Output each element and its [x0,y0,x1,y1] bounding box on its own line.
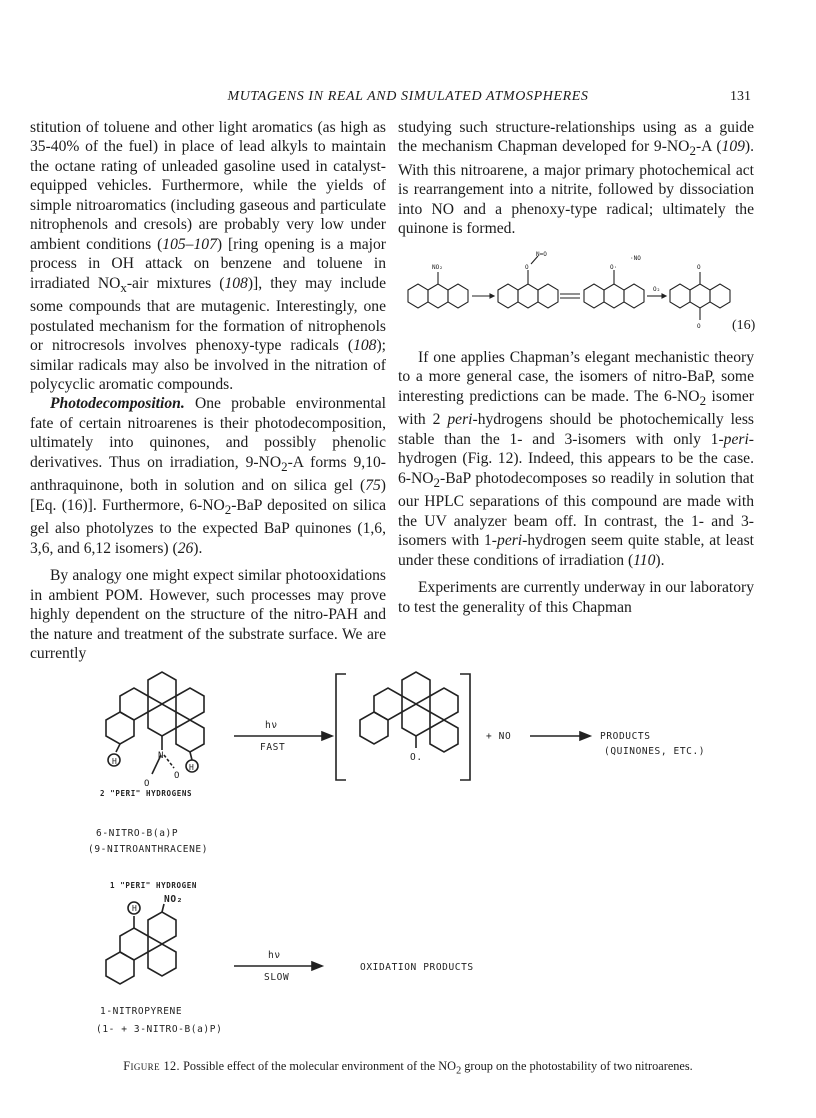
products-sub: (QUINONES, ETC.) [604,746,706,757]
paragraph-predictions: If one applies Chapman’s elegant mechanistic theory to a more general case, the isomers of nitro-BaP, some interesting predictions can be made. The $6-NO_2$ isomer with 2 peri-hydrogens should be photochemically less stable than the 1- and 3-isomers with only 1-peri-hydrogen (Fig. 12). Indeed, this appears to be the case. $6-NO_2$-BaP photodecomposes so readily in solution that our HPLC separations of this compound are made with the UV analyzer beam off. In contrast, the 1- and 3- isomers with 1-peri-hydrogen seem quite stable, at least under these conditions of irradiation (110). [398,349,754,569]
left-column [30,118,386,664]
hv-bottom: hν [268,950,281,961]
eq-quinone-o-bottom: O [697,323,701,330]
nitropyrene-name: 1-NITROPYRENE [100,1006,183,1017]
eq-o2-label: O₂ [653,286,661,293]
peri-h-right: H [189,763,195,772]
eq-quinone-o-top: O [697,264,701,271]
nitro-bap-structure [106,672,204,774]
bottom-no2: NO₂ [164,894,183,905]
peri-h-left: H [112,757,118,766]
right-column-bottom [398,348,754,617]
paragraph-experiments: Experiments are currently underway in our laboratory to test the generality of this Chapman [398,579,755,616]
page-number: 131 [730,89,751,104]
paragraph-chapman: studying such structure-relationships using as a guide the mechanism Chapman developed for $9-NO_2-A$ (109). With this nitroarene, a major primary photochemical act is rearrangement into a nitrite, followed by dissociation into NO and a phenoxy-type radical; ultimately the quinone is formed. [398,119,754,238]
paragraph-analogy: By analogy one might expect similar photooxidations in ambient POM. However, such processes may prove highly dependent on the structure of the nitro-PAH and the nature and treatment of the substrate surface. We are currently [30,567,386,663]
fast-label: FAST [260,742,286,753]
citation: 108 [224,274,248,292]
nitropyrene-structure [106,902,176,984]
slow-label: SLOW [264,972,290,983]
peri-h-bottom: H [132,904,138,913]
radical-o: O. [410,752,423,763]
citation: 26 [177,539,194,557]
nitropyrene-analog: (1- + 3-NITRO-B(a)P) [96,1024,223,1035]
citation: 110 [633,551,656,569]
nitro-n-label: N [158,751,165,761]
anthracene-ring-2 [498,284,558,308]
oxidation-products: OXIDATION PRODUCTS [360,962,474,973]
eq-o-label: O [525,264,529,271]
citation: 105–107 [162,235,217,253]
running-header: MUTAGENS IN REAL AND SIMULATED ATMOSPHERES [227,89,589,104]
anthraquinone-rings [670,284,730,308]
right-column-top [398,118,754,239]
citation: 109 [721,138,745,156]
citation: 108 [353,337,377,355]
eq-no2-label: NO₂ [432,264,443,271]
paragraph-photodecomposition: Photodecomposition. One probable environmental fate of certain nitroarenes is their photodecomposition, ultimately into quinones, and possibly phenolic derivatives. Thus on irradiation, $9-NO_2-A$ forms 9,10-anthraquinone, both in solution and on silica gel (75) [Eq. (16)]. Furthermore, $6-NO_2$-BaP deposited on silica gel also photolyzes to the expected BaP quinones (1,6, 3,6, and 6,12 isomers) (26). [30,395,386,557]
figure-caption: Figure 12. Possible effect of the molecular environment of the $NO_2$ group on the photostability of two nitroarenes. [123,1059,693,1077]
citation: 75 [365,477,381,495]
figure-12 [60,636,760,1056]
anthracene-ring-1 [408,284,468,308]
plus-no: + NO [486,731,512,742]
equation-number: (16) [732,318,756,333]
nitro-o-left: O [144,779,151,789]
two-peri-label: 2 "PERI" HYDROGENS [100,789,193,798]
one-peri-label: 1 "PERI" HYDROGEN [110,881,197,890]
products-label: PRODUCTS [600,731,651,742]
figure-label: Figure 12. [123,1059,181,1073]
anthracene-ring-3 [584,284,644,308]
eq-o-radical-label: O· [610,264,618,271]
nitro-bap-name: 6-NITRO-B(a)P [96,828,179,839]
hv-top: hν [265,720,278,731]
eq-no-label: ·NO [630,255,641,262]
eq-ono-label: N=O [536,251,547,258]
nitro-o-right: O [174,771,181,781]
section-heading: Photodecomposition. [50,395,185,413]
radical-structure [360,672,458,752]
paragraph-toluene: stitution of toluene and other light aromatics (as high as 35-40% of the fuel) in place of lead alkyls to maintain the octane rating of unleaded gasoline used in catalyst-equipped vehicles. Furthermore, while the yields of simple nitroaromatics (including gaseous and particulate nitrophenols and cresols) are probably very low under ambient conditions (105–107) [ring opening is a major process in OH attack on benzene and toluene in irradiated $NO_x$-air mixtures (108)], they may include some compounds that are mutagenic. Interestingly, one postulated mechanism for the formation of nitrophenols or nitrocresols involves phenoxy-type radicals (108); similar radicals may also be involved in the nitration of polycyclic aromatic compounds. [30,119,386,393]
nitroanthracene-analog: (9-NITROANTHRACENE) [88,844,209,855]
equation-16-scheme [398,228,758,340]
